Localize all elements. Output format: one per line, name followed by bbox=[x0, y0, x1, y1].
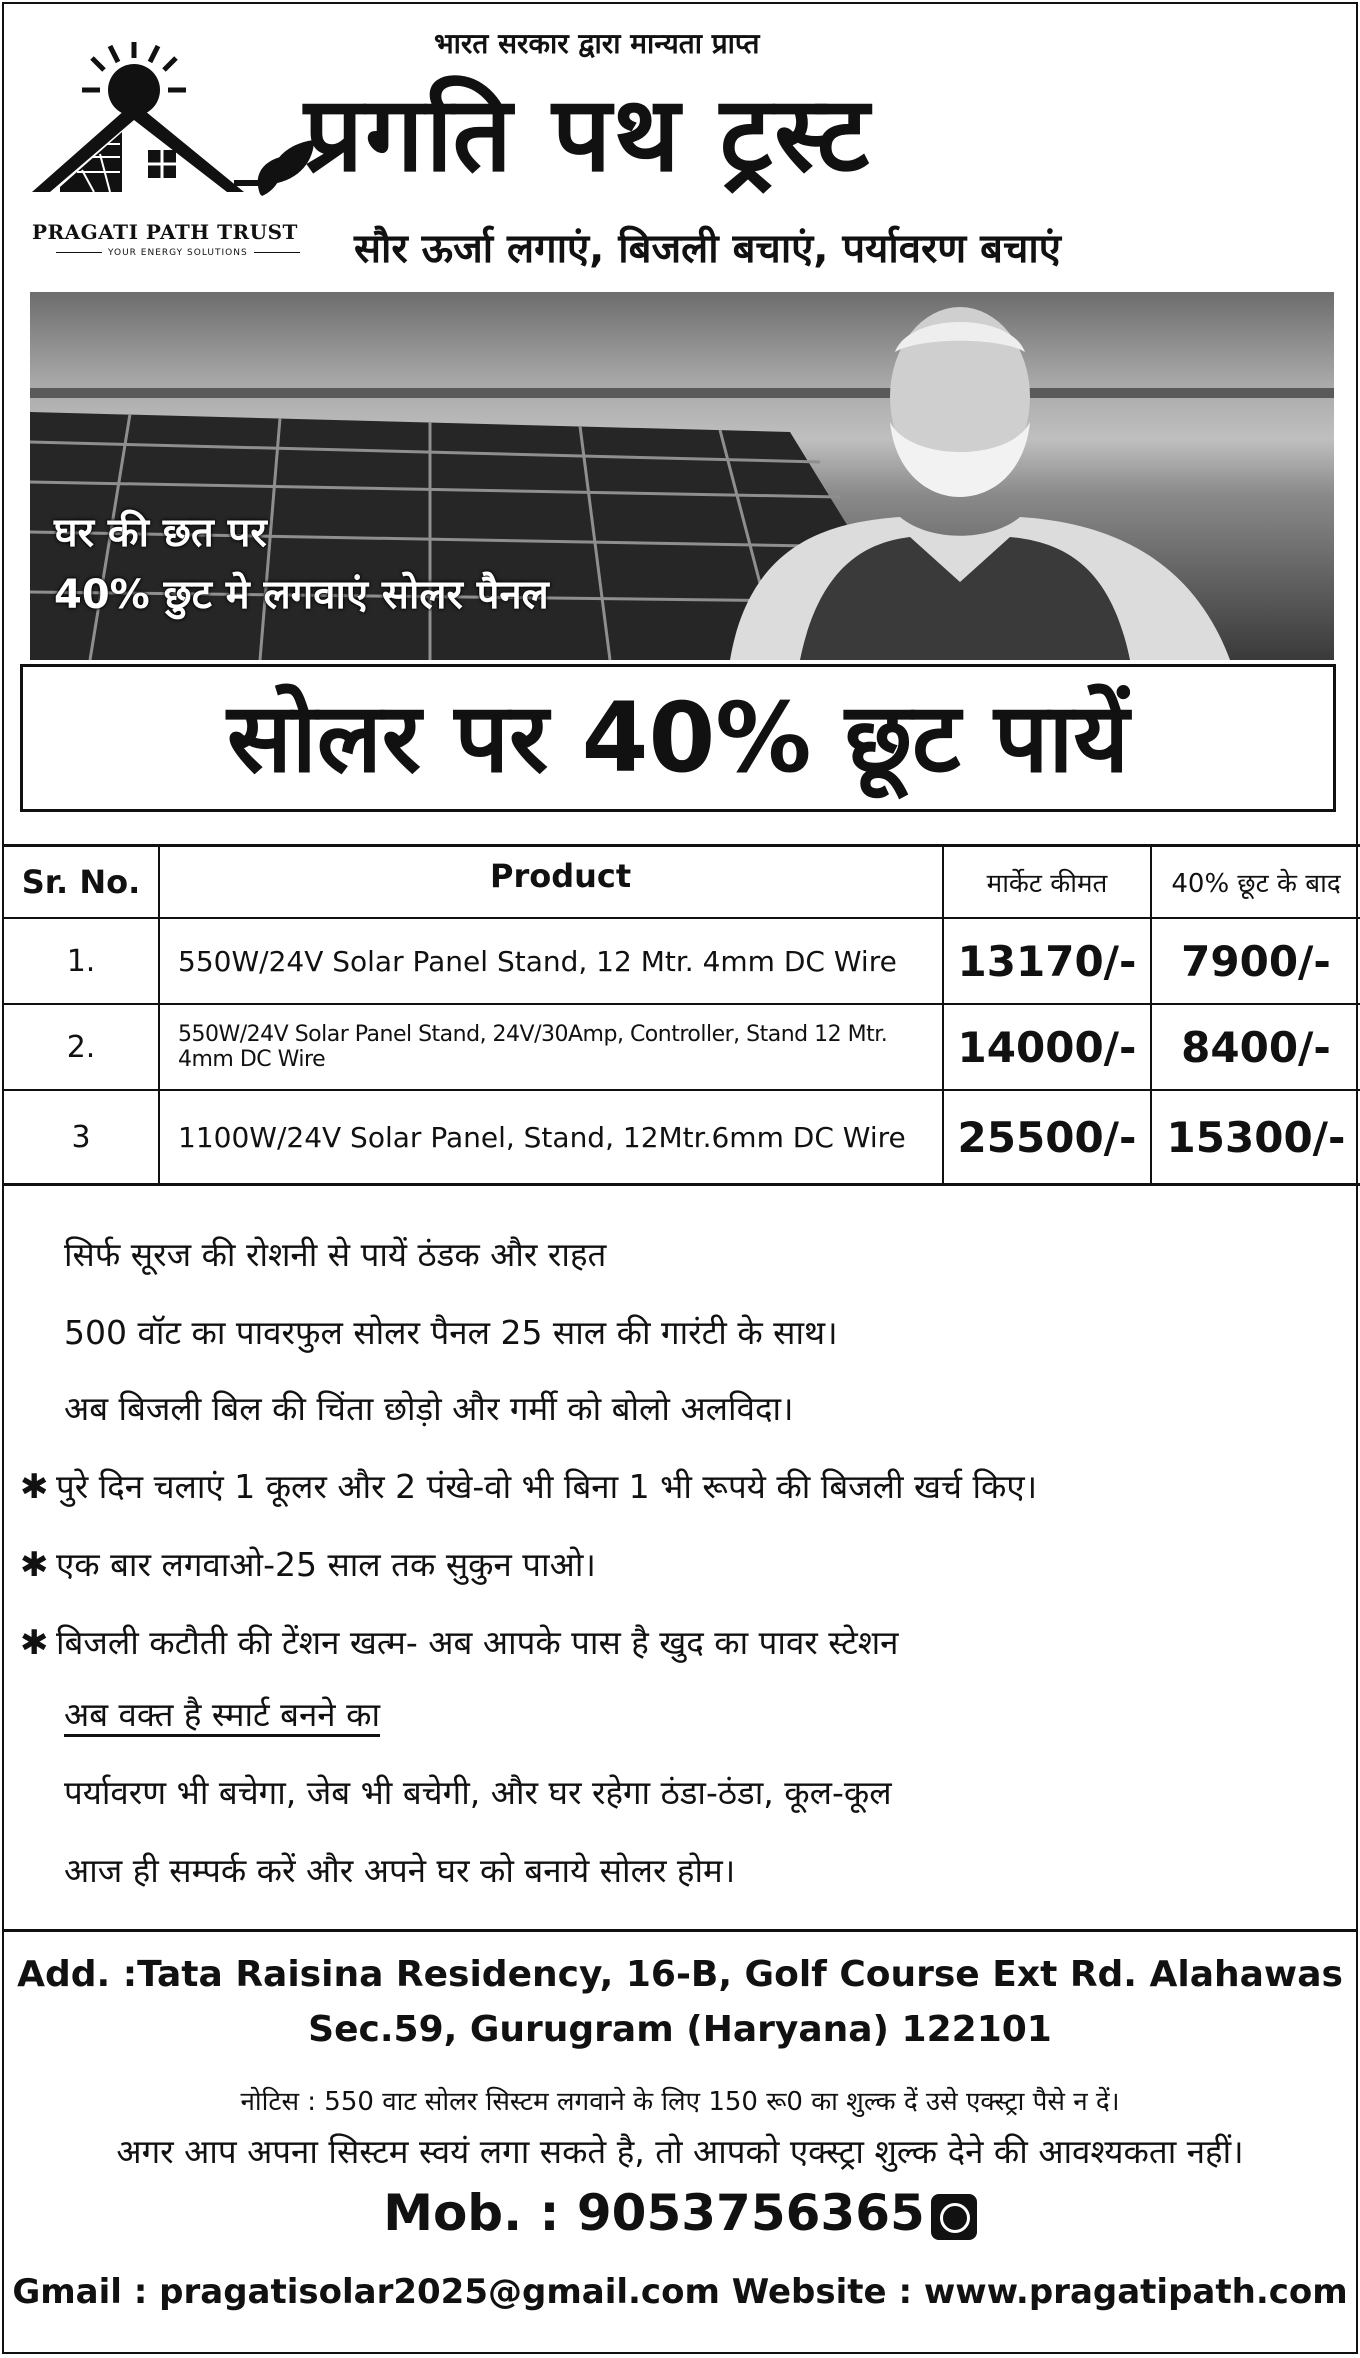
benefit-bullet bbox=[20, 1541, 596, 1586]
bullet-text: एक बार लगवाओ-25 साल तक सुकुन पाओ। bbox=[56, 1545, 596, 1584]
row-sr-no: 2. bbox=[4, 1005, 160, 1089]
notice-line2: अगर आप अपना सिस्टम स्वयं लगा सकते है, तो आपको एक्स्ट्रा शुल्क देने की आवश्यकता नहीं। bbox=[116, 2132, 1244, 2171]
table-header-row bbox=[4, 847, 1360, 919]
row-product: 1100W/24V Solar Panel, Stand, 12Mtr.6mm DC Wire bbox=[160, 1091, 944, 1183]
org-title: प्रगति पथ ट्रस्ट bbox=[304, 73, 872, 195]
smart-heading: अब वक्त है स्मार्ट बनने का bbox=[64, 1695, 380, 1734]
row-sr-no: 3 bbox=[4, 1091, 160, 1183]
row-market-price: 25500/- bbox=[944, 1091, 1152, 1183]
benefit-line: पर्यावरण भी बचेगा, जेब भी बचेगी, और घर रहेगा ठंडा-ठंडा, कूल-कूल bbox=[64, 1773, 892, 1812]
advertisement-page bbox=[2, 2, 1358, 2354]
benefit-bullet bbox=[20, 1619, 899, 1664]
logo-name: PRAGATI PATH TRUST bbox=[32, 220, 298, 244]
hero-caption-line2: 40% छुट मे लगवाएं सोलर पैनल bbox=[54, 572, 549, 618]
table-row bbox=[4, 1005, 1360, 1091]
header-discounted-price: 40% छूट के बाद bbox=[1171, 869, 1341, 899]
header-product: Product bbox=[160, 847, 944, 917]
notice-line1: नोटिस : 550 वाट सोलर सिस्टम लगवाने के लिए 150 रू0 का शुल्क दें उसे एक्स्ट्रा पैसे न दें। bbox=[240, 2087, 1120, 2117]
table-row bbox=[4, 919, 1360, 1005]
tagline: सौर ऊर्जा लगाएं, बिजली बचाएं, पर्यावरण बचाएं bbox=[354, 226, 1061, 272]
row-market-price: 13170/- bbox=[944, 919, 1152, 1003]
benefit-bullet bbox=[20, 1463, 1037, 1508]
row-discounted-price: 8400/- bbox=[1181, 1022, 1331, 1072]
row-product: 550W/24V Solar Panel Stand, 24V/30Amp, Controller, Stand 12 Mtr. 4mm DC Wire bbox=[160, 1005, 944, 1089]
benefit-line: आज ही सम्पर्क करें और अपने घर को बनाये सोलर होम। bbox=[64, 1851, 736, 1890]
address-line2: Sec.59, Gurugram (Haryana) 122101 bbox=[308, 2009, 1052, 2050]
benefits-section bbox=[4, 1186, 1356, 1932]
header bbox=[4, 4, 1356, 289]
contact-line[interactable]: Gmail : pragatisolar2025@gmail.com Website : www.pragatipath.com bbox=[12, 2272, 1348, 2312]
row-discounted-price: 15300/- bbox=[1166, 1112, 1346, 1162]
benefit-line: सिर्फ सूरज की रोशनी से पायें ठंडक और राहत bbox=[64, 1235, 607, 1274]
table-row bbox=[4, 1091, 1360, 1183]
whatsapp-icon[interactable] bbox=[931, 2194, 977, 2240]
hero-caption bbox=[54, 502, 549, 626]
address-line1: Add. :Tata Raisina Residency, 16-B, Golf Course Ext Rd. Alahawas bbox=[17, 1954, 1343, 1995]
logo-tag: YOUR ENERGY SOLUTIONS bbox=[50, 248, 306, 258]
bullet-text: बिजली कटौती की टेंशन खत्म- अब आपके पास है खुद का पावर स्टेशन bbox=[56, 1623, 899, 1662]
hero-banner bbox=[30, 292, 1334, 660]
price-table bbox=[4, 844, 1360, 1186]
header-sr-no: Sr. No. bbox=[4, 847, 160, 917]
star-icon: ✱ bbox=[20, 1623, 49, 1663]
star-icon: ✱ bbox=[20, 1467, 49, 1507]
star-icon: ✱ bbox=[20, 1545, 49, 1585]
benefit-line: 500 वॉट का पावरफुल सोलर पैनल 25 साल की गारंटी के साथ। bbox=[64, 1313, 838, 1352]
header-market-price: मार्केट कीमत bbox=[944, 847, 1152, 917]
row-discounted-price: 7900/- bbox=[1181, 936, 1331, 986]
mobile-text[interactable]: Mob. : 9053756365 bbox=[383, 2184, 925, 2242]
recognition-text: भारत सरकार द्वारा मान्यता प्राप्त bbox=[434, 27, 760, 60]
row-market-price: 14000/- bbox=[944, 1005, 1152, 1089]
benefit-line: अब बिजली बिल की चिंता छोड़ो और गर्मी को बोलो अलविदा। bbox=[64, 1389, 794, 1428]
offer-headline: सोलर पर 40% छूट पायें bbox=[20, 664, 1336, 812]
row-product: 550W/24V Solar Panel Stand, 12 Mtr. 4mm DC Wire bbox=[160, 919, 944, 1003]
row-sr-no: 1. bbox=[4, 919, 160, 1003]
house-icon bbox=[32, 102, 270, 192]
logo bbox=[22, 32, 322, 272]
hero-caption-line1: घर की छत पर bbox=[54, 510, 267, 556]
mobile-number[interactable] bbox=[4, 2184, 1356, 2242]
bullet-text: पुरे दिन चलाएं 1 कूलर और 2 पंखे-वो भी बिना 1 भी रूपये की बिजली खर्च किए। bbox=[56, 1467, 1038, 1506]
